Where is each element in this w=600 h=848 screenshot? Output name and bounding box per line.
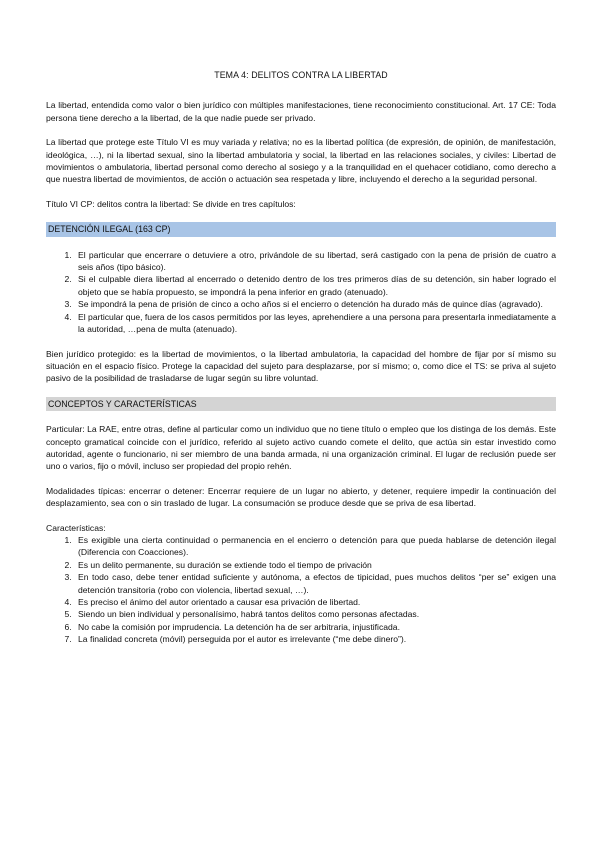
list-item: 7. La finalidad concreta (móvil) perseguida por el autor es irrelevante (“me debe dinero”). [74,633,556,645]
modalidades-paragraph: Modalidades típicas: encerrar o detener: Encerrar requiere de un lugar no abierto, y detener, requiere impedir la continuación del desplazamiento, sea con o sin traslado de lugar. La consumación se produce desde que se priva de esa libertad. [46,485,556,509]
bien-juridico-paragraph: Bien jurídico protegido: es la libertad de movimientos, o la libertad ambulatoria, la capacidad del hombre de fijar por sí mismo su situación en el espacio físico. Protege la capacidad del sujeto para desplazarse, por sí mismo; o, como dice el TS: se priva al sujeto pasivo de la posibilidad de trasladarse de lugar según su libre voluntad. [46,348,556,384]
particular-paragraph: Particular: La RAE, entre otras, define al particular como un individuo que no tiene título o empleo que los distinga de los demás. Este concepto gramatical coincide con el jurídico, referido al sujeto activo cuando comete el delito, que actúa sin estar investido como autoridad, agente o funcionario, ni ser miembro de una banda armada, ni una organización criminal. El lugar de reclusión puede ser uno o varios, fijo o móvil, incluso ser propiedad del propio rehén. [46,424,556,472]
section-heading-detencion: DETENCIÓN ILEGAL (163 CP) [46,222,556,236]
intro-paragraph-1: La libertad, entendida como valor o bien jurídico con múltiples manifestaciones, tiene reconocimiento constitucional. Art. 17 CE: Toda persona tiene derecho a la libertad, de la que nadie puede ser privado. [46,100,556,123]
detencion-article-list [46,249,556,336]
list-item: 5. Siendo un bien individual y personalísimo, habrá tantos delitos como personas afectadas. [74,608,556,620]
list-item: 3. En todo caso, debe tener entidad suficiente y autónoma, a efectos de tipicidad, pues muchos delitos “per se” exigen una detención transitoria (robo con violencia, libertad sexual, …). [74,571,556,596]
caracteristicas-list [46,534,556,646]
caracteristicas-label: Características: [46,522,106,533]
document-title: TEMA 4: DELITOS CONTRA LA LIBERTAD [214,70,388,80]
list-item: 6. No cabe la comisión por imprudencia. La detención ha de ser arbitraria, injustificada. [74,621,556,633]
list-item: 4. Es preciso el ánimo del autor orientado a causar esa privación de libertad. [74,596,556,608]
list-item: 1. El particular que encerrare o detuviere a otro, privándole de su libertad, será castigado con la pena de prisión de cuatro a seis años (tipo básico). [74,249,556,274]
list-item: 3. Se impondrá la pena de prisión de cinco a ocho años si el encierro o detención ha durado más de quince días (agravado). [74,298,556,310]
section-heading-conceptos: CONCEPTOS Y CARACTERÍSTICAS [46,397,556,411]
list-item: 4. El particular que, fuera de los casos permitidos por las leyes, aprehendiere a una persona para presentarla inmediatamente a la autoridad, …pena de multa (atenuado). [74,311,556,336]
intro-paragraph-2: La libertad que protege este Título VI es muy variada y relativa; no es la libertad política (de expresión, de opinión, de manifestación, ideológica, …), ni la libertad sexual, sino la libertad ambulatoria y social, la libertad en las relaciones sociales, y civiles: Libertad de movimientos o ambulatoria, libertad personal como derecho al sosiego y a la tranquilidad en el quehacer cotidiano, como derecho a que nuestra libertad de movimientos, de acción o actuación sea respetada y libre, incluyendo el derecho a la seguridad personal. [46,137,556,185]
list-item: 1. Es exigible una cierta continuidad o permanencia en el encierro o detención para que pueda hablarse de detención ilegal (Diferencia con Coacciones). [74,534,556,559]
list-item: 2. Es un delito permanente, su duración se extiende todo el tiempo de privación [74,559,556,571]
list-item: 2. Si el culpable diera libertad al encerrado o detenido dentro de los tres primeros días de su detención, sin haber logrado el objeto que se había propuesto, se impondrá la pena inferior en grado (atenuado). [74,273,556,298]
intro-paragraph-3: Título VI CP: delitos contra la libertad: Se divide en tres capítulos: [46,198,296,209]
